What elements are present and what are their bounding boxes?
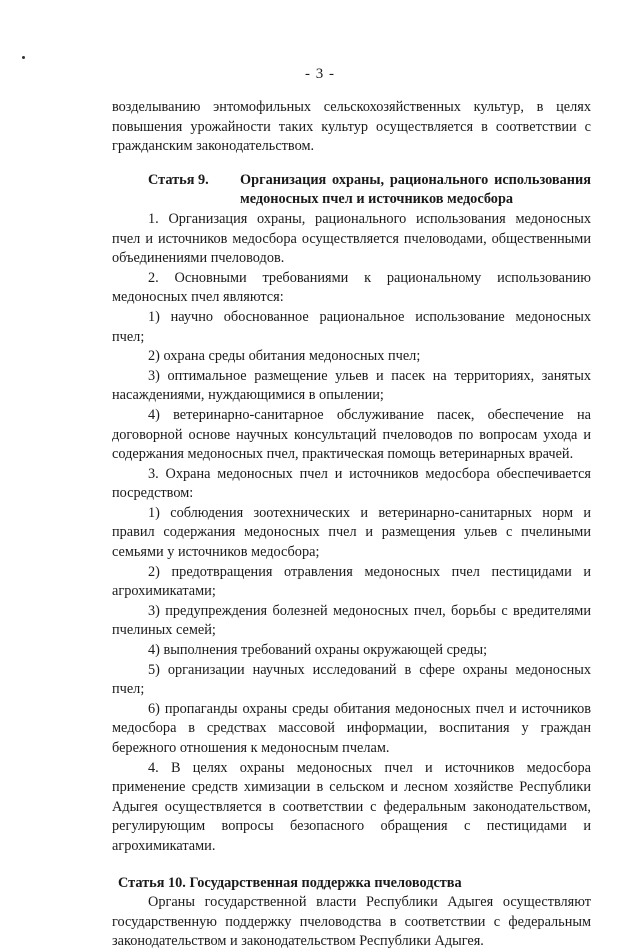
scan-artifact-dot (22, 56, 25, 59)
article-9-item-2-2: 2) охрана среды обитания медоносных пчел; (148, 348, 421, 365)
article-9-heading (112, 171, 591, 210)
article-9-item-2-1: 1) научно обоснованное рациональное использование медоносных пчел; (112, 308, 591, 345)
article-9-paragraph-3: 3. Охрана медоносных пчел и источников медосбора обеспечивается посредством: (112, 465, 591, 502)
article-9-item-3-6: 6) пропаганды охраны среды обитания медоносных пчел и источников медосбора в средствах массовой информации, воспитания у граждан бережного отношения к медоносным пчелам. (112, 700, 591, 756)
article-10-heading: Статья 10. Государственная поддержка пчеловодства (118, 874, 462, 891)
page-number: - 3 - (305, 66, 335, 82)
article-9-paragraph-1: 1. Организация охраны, рационального использования медоносных пчел и источников медосбора осуществляется пчеловодами, общественными объединениями пчеловодов. (112, 210, 591, 267)
article-9-number: Статья 9. (148, 171, 209, 188)
article-9-item-2-4: 4) ветеринарно-санитарное обслуживание пасек, обеспечение на договорной основе научных консультаций пчеловодов по вопросам ухода и содержания медоносных пчел, практическая помощь ветеринарных врачей. (112, 406, 591, 463)
article-9-title: Организация охраны, рационального использования медоносных пчел и источников медосбора (240, 171, 591, 208)
article-9-paragraph-2: 2. Основными требованиями к рациональному использованию медоносных пчел являются: (112, 269, 591, 306)
intro-paragraph: возделыванию энтомофильных сельскохозяйственных культур, в целях повышения урожайности таких культур осуществляется в соответствии с гражданским законодательством. (112, 99, 591, 155)
document-body (112, 98, 591, 952)
article-10-paragraph-1: Органы государственной власти Республики Адыгея осуществляют государственную поддержку пчеловодства в соответствии с федеральным законодательством и законодательством Республики Адыгея. (112, 894, 591, 950)
article-9-item-3-1: 1) соблюдения зоотехнических и ветеринарно-санитарных норм и правил содержания медоносных пчел и размещения ульев с пчелиными семьями у источников медосбора; (112, 504, 591, 561)
article-9-item-3-3: 3) предупреждения болезней медоносных пчел, борьбы с вредителями пчелиных семей; (112, 602, 591, 639)
article-9-item-3-5: 5) организации научных исследований в сфере охраны медоносных пчел; (112, 661, 591, 698)
article-9-item-3-2: 2) предотвращения отравления медоносных пчел пестицидами и агрохимикатами; (112, 563, 591, 600)
article-9-item-2-3: 3) оптимальное размещение ульев и пасек на территориях, занятых насаждениями, нуждающимися в опылении; (112, 367, 591, 404)
article-9-paragraph-4: 4. В целях охраны медоносных пчел и источников медосбора применение средств химизации в сельском и лесном хозяйстве Республики Адыгея осуществляется в соответствии с федеральным законодательством, регулирующим вопросы безопасного обращения с пестицидами и агрохимикатами. (112, 759, 591, 854)
article-9-item-3-4: 4) выполнения требований охраны окружающей среды; (148, 642, 488, 659)
